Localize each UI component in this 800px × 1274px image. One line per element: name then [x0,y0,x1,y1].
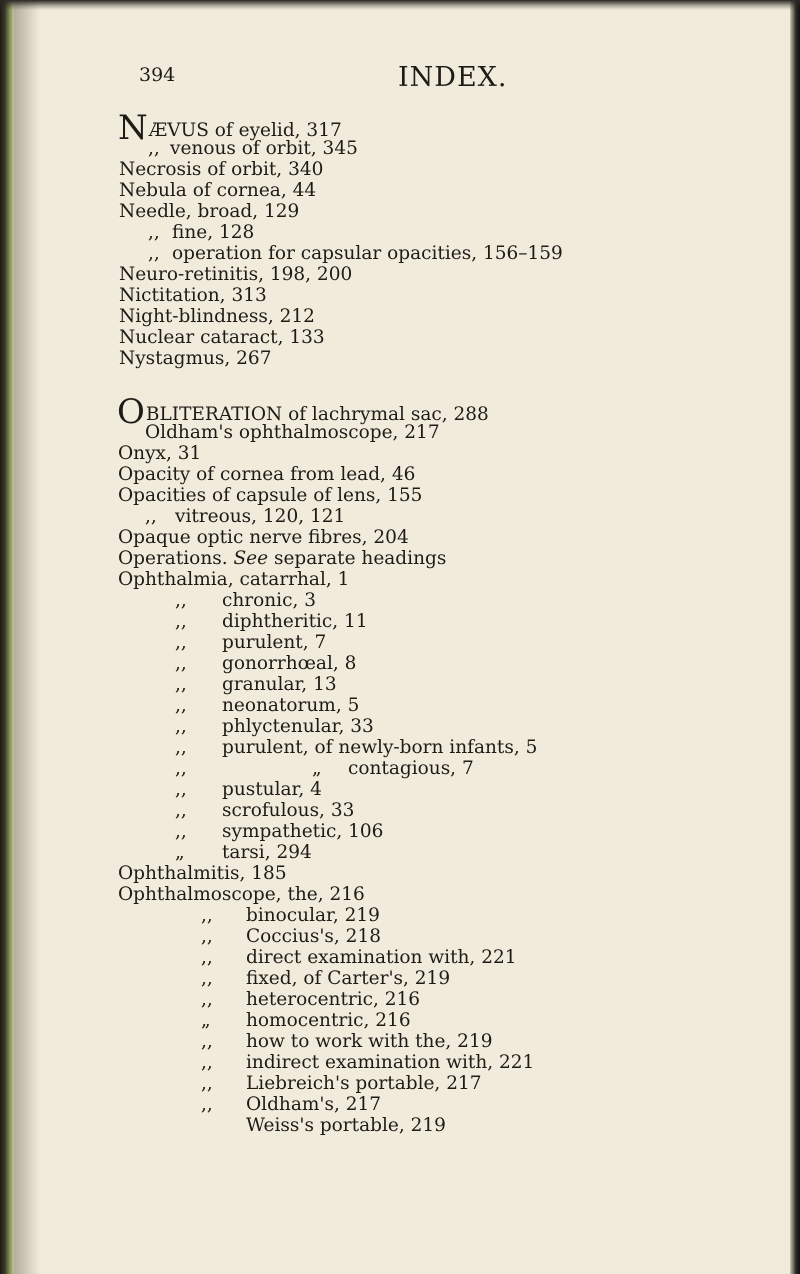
index-entry [246,1074,482,1094]
index-entry [246,948,517,968]
index-entry [170,139,358,159]
ditto-mark: ,, [175,674,187,695]
index-entry [175,738,187,758]
ditto-mark: ,, [175,716,187,737]
index-entry [119,160,323,180]
entry-text: fixed, of Carter's, 219 [246,968,451,989]
index-entry [222,780,322,800]
entry-text: granular, 13 [222,674,337,695]
entry-text: neonatorum, 5 [222,695,360,716]
entry-text: BLITERATION of lachrymal sac, 288 [145,404,489,425]
index-entry [175,591,187,611]
entry-text: Night-blindness, 212 [119,306,315,327]
ditto-mark: ,, [148,243,160,264]
ditto-mark: „ [201,1010,211,1031]
index-entry [348,759,474,779]
index-entry [201,1011,211,1031]
page-number: 394 [139,64,176,86]
index-entry [222,822,383,842]
ditto-mark: ,, [201,947,213,968]
see-reference: See [233,548,269,569]
index-entry [175,633,187,653]
drop-cap: O [117,392,145,432]
entry-text: phlyctenular, 33 [222,716,374,737]
index-entry [119,202,299,222]
drop-cap: N [118,108,148,148]
entry-text: Coccius's, 218 [246,926,381,947]
ditto-mark: ,, [175,695,187,716]
ditto-mark: ,, [201,989,213,1010]
ditto-mark: ,, [201,1094,213,1115]
index-entry [246,969,450,989]
entry-text: sympathetic, 106 [222,821,384,842]
index-entry [246,990,420,1010]
index-entry [222,591,316,611]
entry-text: Ophthalmoscope, the, 216 [118,884,365,905]
index-entry [175,717,187,737]
index-entry [172,244,563,264]
ditto-mark: ,, [175,800,187,821]
index-entry [222,696,359,716]
entry-text: indirect examination with, 221 [246,1052,535,1073]
index-entry [175,759,187,779]
entry-text: Opaque optic nerve fibres, 204 [118,527,409,548]
index-entry [246,1011,411,1031]
index-entry [201,1032,213,1052]
entry-text: purulent, of newly-born infants, 5 [222,737,538,758]
entry-text: ÆVUS of eyelid, 317 [148,120,342,141]
entry-text: Nebula of cornea, 44 [119,180,317,201]
entry-text: contagious, 7 [348,758,474,779]
entry-text: Nystagmus, 267 [119,348,272,369]
entry-text: Onyx, 31 [118,443,202,464]
ditto-mark: ,, [148,138,160,159]
index-entry [119,349,271,369]
ditto-mark: ,, [175,632,187,653]
index-entry [201,1095,213,1115]
index-entry [175,654,187,674]
entry-text: Operations. [118,548,228,569]
entry-text: pustular, 4 [222,779,322,800]
index-entry [222,801,354,821]
index-entry [246,1032,492,1052]
index-entry [118,549,446,569]
ditto-mark: ,, [201,905,213,926]
ditto-mark: ,, [175,653,187,674]
entry-text: how to work with the, 219 [246,1031,493,1052]
index-entry [175,843,185,863]
entry-text: Oldham's ophthalmoscope, 217 [145,422,440,443]
index-entry [175,675,187,695]
index-entry [118,885,365,905]
ditto-mark: ,, [201,1073,213,1094]
page-right-edge [790,0,800,1274]
index-entry [119,307,315,327]
entry-text: separate headings [273,548,447,569]
entry-text: purulent, 7 [222,632,327,653]
index-entry [222,738,537,758]
index-entry [201,969,213,989]
entry-text: Weiss's portable, 219 [246,1115,446,1136]
index-entry [118,864,287,884]
index-entry [222,717,374,737]
ditto-mark: ,, [175,611,187,632]
index-entry [246,1095,381,1115]
index-entry [246,927,381,947]
index-entry [246,1053,534,1073]
index-entry [119,286,267,306]
index-entry [175,612,187,632]
entry-text: chronic, 3 [222,590,316,611]
index-entry [148,223,160,243]
index-entry [222,675,337,695]
entry-text: Oldham's, 217 [246,1094,382,1115]
ditto-mark: ,, [175,758,187,779]
index-entry [118,444,201,464]
entry-text: Opacity of cornea from lead, 46 [118,464,416,485]
index-entry [148,139,160,159]
index-entry [222,612,368,632]
ditto-mark: ,, [201,968,213,989]
entry-text: fine, 128 [172,222,255,243]
entry-text: Liebreich's portable, 217 [246,1073,482,1094]
ditto-mark: ,, [201,1031,213,1052]
entry-text: Opacities of capsule of lens, 155 [118,485,423,506]
entry-text: homocentric, 216 [246,1010,411,1031]
running-head: INDEX. [398,62,508,93]
index-entry [172,223,254,243]
entry-text: Nictitation, 313 [119,285,267,306]
ditto-mark: ,, [148,222,160,243]
ditto-mark: ,, [175,779,187,800]
entry-text: Necrosis of orbit, 340 [119,159,324,180]
index-entry [118,486,422,506]
index-entry [222,843,312,863]
index-entry [175,507,345,527]
entry-text: direct examination with, 221 [246,947,517,968]
entry-text: Ophthalmia, catarrhal, 1 [118,569,350,590]
entry-text: heterocentric, 216 [246,989,421,1010]
ditto-mark: ,, [145,506,157,527]
index-entry [119,181,316,201]
ditto-mark: ,, [175,590,187,611]
entry-text: gonorrhœal, 8 [222,653,357,674]
page-top-edge [0,0,800,10]
index-entry [222,633,326,653]
index-entry [201,990,213,1010]
index-entry [175,822,187,842]
ditto-mark: „ [312,758,322,779]
index-entry [201,1053,213,1073]
index-entry [246,906,380,926]
entry-text: diphtheritic, 11 [222,611,368,632]
ditto-mark: „ [175,842,185,863]
index-entry [201,906,213,926]
index-entry [119,265,352,285]
index-entry [175,801,187,821]
index-entry [118,570,349,590]
index-entry [201,948,213,968]
index-entry [175,696,187,716]
ditto-mark: ,, [175,737,187,758]
index-entry [201,927,213,947]
index-entry [145,507,157,527]
index-entry [246,1116,446,1136]
binding-shadow [14,0,40,1274]
entry-text: scrofulous, 33 [222,800,355,821]
entry-text: Neuro-retinitis, 198, 200 [119,264,353,285]
page-binding-edge [0,0,14,1274]
index-entry [145,423,440,443]
index-entry [201,1074,213,1094]
entry-text: vitreous, 120, 121 [175,506,346,527]
ditto-mark: ,, [175,821,187,842]
entry-text: tarsi, 294 [222,842,312,863]
ditto-mark: ,, [201,926,213,947]
entry-text: Ophthalmitis, 185 [118,863,287,884]
index-entry [118,528,409,548]
entry-text: Nuclear cataract, 133 [119,327,325,348]
index-entry [118,465,415,485]
entry-text: binocular, 219 [246,905,380,926]
index-entry [119,328,325,348]
entry-text: venous of orbit, 345 [170,138,358,159]
index-entry [148,244,160,264]
ditto-mark: ,, [201,1052,213,1073]
entry-text: operation for capsular opacities, 156–159 [172,243,563,264]
index-entry [222,654,356,674]
index-entry [312,759,322,779]
index-entry [175,780,187,800]
entry-text: Needle, broad, 129 [119,201,300,222]
